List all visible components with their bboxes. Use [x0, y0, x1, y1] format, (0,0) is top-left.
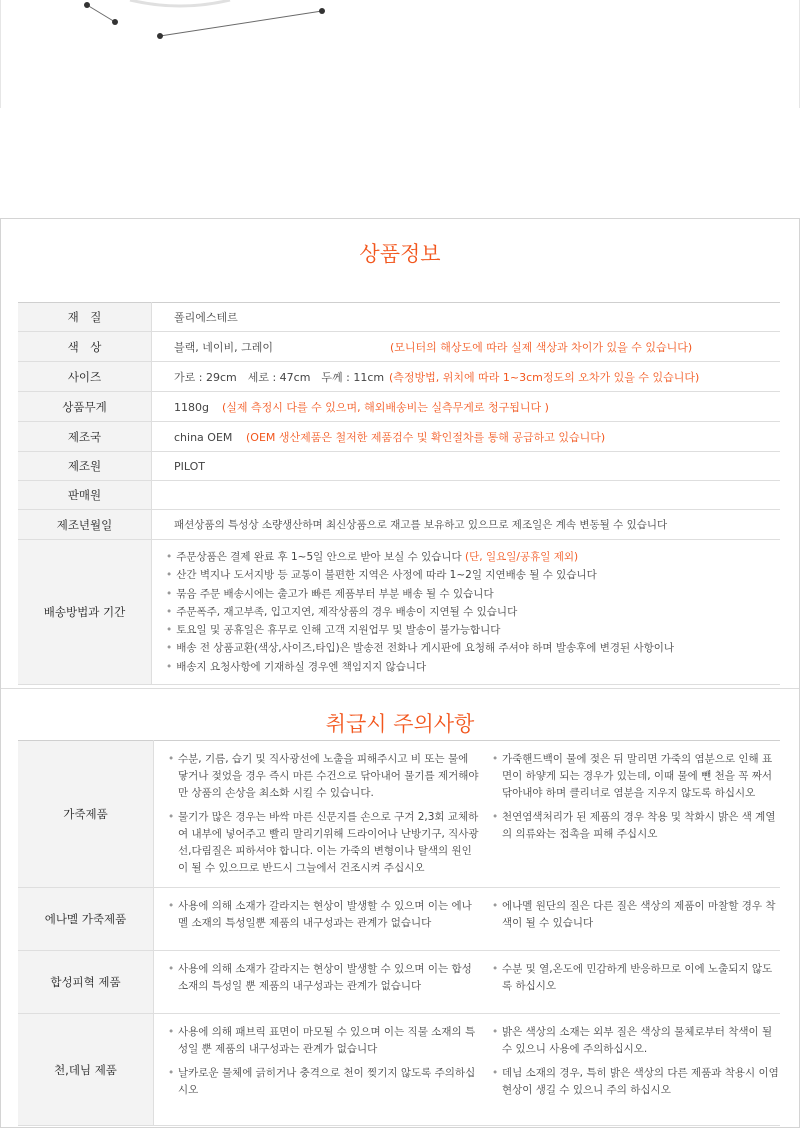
table-row — [18, 422, 780, 452]
table-row — [18, 540, 780, 685]
list-item: • 천연염색처리가 된 제품의 경우 착용 및 착화시 밝은 색 계열의 의류와는 접촉을 피해 주십시오 — [492, 809, 780, 843]
list-item: • 사용에 의해 패브릭 표면이 마모될 수 있으며 이는 직물 소재의 특성일 뿐 제품의 내구성과는 관계가 없습니다 — [168, 1024, 480, 1058]
list-item: • 주문상품은 결제 완료 후 1~5일 안으로 받아 보실 수 있습니다 (단, 일요일/공휴일 제외) — [166, 548, 780, 566]
section-divider — [1, 688, 799, 689]
material-value: 폴리에스테르 — [174, 311, 238, 324]
care-left-column — [154, 741, 481, 888]
list-item: • 밝은 색상의 소재는 외부 질은 색상의 물체로부터 착색이 될 수 있으니 사용에 주의하십시오. — [492, 1024, 780, 1058]
row-label: 합성피혁 제품 — [18, 951, 154, 1014]
row-value — [152, 510, 781, 540]
row-label: 가죽제품 — [18, 741, 154, 888]
care-left-column — [154, 888, 481, 951]
list-item: • 사용에 의해 소재가 갈라지는 현상이 발생할 수 있으며 이는 합성 소재의 특성일 뿐 제품의 내구성과는 관계가 없습니다 — [168, 961, 480, 995]
list-item: • 산간 벽지나 도서지방 등 교통이 불편한 지역은 사정에 따라 1~2일 지연배송 될 수 있습니다 — [166, 566, 780, 584]
row-value — [152, 422, 781, 452]
table-row — [18, 951, 780, 1014]
row-label: 제조년월일 — [18, 510, 152, 540]
color-value: 블랙, 네이비, 그레이 — [174, 340, 273, 354]
care-title: 취급시 주의사항 — [325, 712, 475, 736]
table-row — [18, 741, 780, 888]
table-row — [18, 888, 780, 951]
manufacture-date-value: 패션상품의 특성상 소량생산하며 최신상품으로 재고를 보유하고 있으므로 제조일은 계속 변동될 수 있습니다 — [174, 519, 668, 531]
table-row — [18, 392, 780, 422]
list-item: • 사용에 의해 소재가 갈라지는 현상이 발생할 수 있으며 이는 에나멜 소재의 특성일뿐 제품의 내구성과는 관계가 없습니다 — [168, 898, 480, 932]
shipping-note: (단, 일요일/공휴일 제외) — [465, 551, 579, 563]
shipping-list — [152, 540, 780, 684]
table-row — [18, 452, 780, 481]
row-label: 재 질 — [18, 303, 152, 332]
manufacturer-value: PILOT — [174, 459, 205, 473]
list-item: • 배송 전 상품교환(색상,사이즈,타입)은 발송전 전화나 게시판에 요청해 주셔야 하며 발송후에 변경된 사항이나 — [166, 639, 780, 657]
row-value — [152, 481, 781, 510]
care-left-column — [154, 951, 481, 1014]
decorative-constellation-image — [0, 0, 800, 108]
row-label: 판매원 — [18, 481, 152, 510]
product-info-table — [18, 302, 780, 685]
weight-value: 1180g — [174, 400, 209, 414]
list-item: • 날카로운 물체에 긁히거나 충격으로 천이 찢기지 않도록 주의하십시오 — [168, 1065, 480, 1099]
size-value: 가로 : 29cm 세로 : 47cm 두께 : 11cm — [174, 370, 385, 384]
list-item: • 에나멜 원단의 질은 다른 질은 색상의 제품이 마찰할 경우 착색이 될 수 있습니다 — [492, 898, 780, 932]
row-label: 배송방법과 기간 — [18, 540, 152, 685]
row-value — [152, 540, 781, 685]
row-label: 제조원 — [18, 452, 152, 481]
row-label: 에나멜 가죽제품 — [18, 888, 154, 951]
care-right-column — [480, 1014, 780, 1126]
care-right-column — [480, 951, 780, 1014]
country-value: china OEM — [174, 430, 233, 444]
list-item: • 데님 소재의 경우, 특히 밝은 색상의 다른 제품과 착용시 이염현상이 생길 수 있으니 주의 하십시오 — [492, 1065, 780, 1099]
table-row — [18, 303, 780, 332]
table-row — [18, 332, 780, 362]
table-row — [18, 510, 780, 540]
row-value — [152, 332, 781, 362]
list-item: • 물기가 많은 경우는 바싹 마른 신문지를 손으로 구겨 2,3회 교체하여 내부에 넣어주고 빨리 말리기위해 드라이어나 난방기구, 직사광선,다림질은 피하셔야 합니다. 이는 가죽의 변형이나 탈색의 원인이 될 수 있으므로 반드시 그늘에서 건조시켜 주십시오 — [168, 809, 480, 877]
care-right-column — [480, 888, 780, 951]
row-value — [152, 452, 781, 481]
row-label: 색 상 — [18, 332, 152, 362]
size-note: (측정방법, 위치에 따라 1~3cm정도의 오차가 있을 수 있습니다) — [389, 370, 700, 384]
table-row — [18, 1014, 780, 1126]
weight-note: (실제 측정시 다를 수 있으며, 해외배송비는 실측무게로 청구됩니다 ) — [222, 400, 549, 414]
list-item: • 가죽핸드백이 물에 젖은 뒤 말리면 가죽의 염분으로 인해 표면이 하얗게 되는 경우가 있는데, 이때 물에 뺀 천을 꼭 짜서 닦아내야 하며 클리너로 염분을 지우지 않도록 하십시오 — [492, 751, 780, 802]
color-note: (모니터의 해상도에 따라 실제 색상과 차이가 있을 수 있습니다) — [390, 340, 693, 354]
list-item: • 주문폭주, 재고부족, 입고지연, 제작상품의 경우 배송이 지연될 수 있습니다 — [166, 603, 780, 621]
row-label: 천,데님 제품 — [18, 1014, 154, 1126]
list-item: • 수분 및 열,온도에 민감하게 반응하므로 이에 노출되지 않도록 하십시오 — [492, 961, 780, 995]
row-value — [152, 362, 781, 392]
table-row — [18, 362, 780, 392]
row-label: 제조국 — [18, 422, 152, 452]
row-label: 상품무게 — [18, 392, 152, 422]
list-item: • 토요일 및 공휴일은 휴무로 인해 고객 지원업무 및 발송이 불가능합니다 — [166, 621, 780, 639]
table-row — [18, 481, 780, 510]
row-value — [152, 303, 781, 332]
list-item: • 묶음 주문 배송시에는 출고가 빠른 제품부터 부분 배송 될 수 있습니다 — [166, 585, 780, 603]
care-left-column — [154, 1014, 481, 1126]
row-label: 사이즈 — [18, 362, 152, 392]
care-table — [18, 740, 780, 1126]
list-item: • 배송지 요청사항에 기재하실 경우엔 책임지지 않습니다 — [166, 658, 780, 676]
list-item: • 수분, 기름, 습기 및 직사광선에 노출을 피해주시고 비 또는 물에 닿거나 젖었을 경우 즉시 마른 수건으로 닦아내어 물기를 제거해야만 상품의 손상을 최소화 시킬 수 있습니다. — [168, 751, 480, 802]
product-info-title: 상품정보 — [359, 242, 441, 266]
care-right-column — [480, 741, 780, 888]
country-note: (OEM 생산제품은 철저한 제품검수 및 확인절차를 통해 공급하고 있습니다) — [246, 430, 606, 444]
row-value — [152, 392, 781, 422]
